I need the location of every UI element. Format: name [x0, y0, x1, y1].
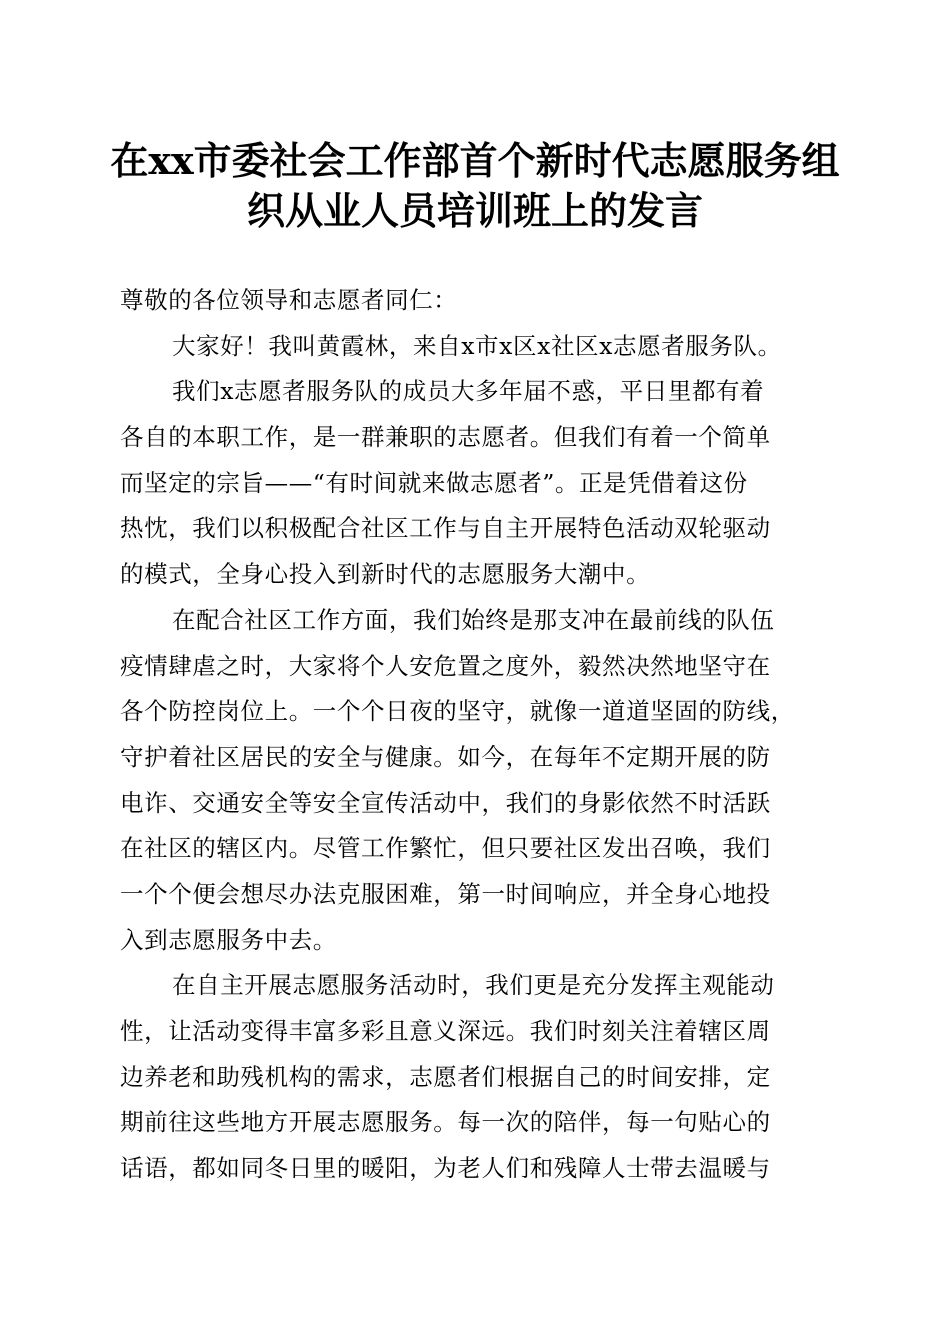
paragraph-2-line: 各自的本职工作，是一群兼职的志愿者。但我们有着一个简单	[120, 423, 771, 452]
paragraph-3-line: 一个个便会想尽办法克服困难，第一时间响应，并全身心地投	[120, 879, 771, 908]
paragraph-4-line: 期前往这些地方开展志愿服务。每一次的陪伴，每一句贴心的	[120, 1108, 771, 1137]
paragraph-2-line: 而坚定的宗旨——“有时间就来做志愿者”。正是凭借着这份	[120, 468, 748, 497]
paragraph-4-line: 性，让活动变得丰富多彩且意义深远。我们时刻关注着辖区周	[120, 1017, 771, 1045]
title-line-1: 在xx市委社会工作部首个新时代志愿服务组	[110, 138, 840, 183]
paragraph-2-line: 我们x志愿者服务队的成员大多年届不惑，平日里都有着	[172, 377, 765, 406]
paragraph-4-line: 话语，都如同冬日里的暖阳，为老人们和残障人士带去温暖与	[120, 1154, 771, 1183]
paragraph-2-line: 热忱，我们以积极配合社区工作与自主开展特色活动双轮驱动	[120, 514, 771, 543]
paragraph-3-line: 守护着社区居民的安全与健康。如今，在每年不定期开展的防	[120, 742, 771, 771]
document-body	[120, 278, 830, 1192]
paragraph-2-line: 的模式，全身心投入到新时代的志愿服务大潮中。	[120, 560, 651, 589]
paragraph-3-line: 疫情肆虐之时，大家将个人安危置之度外，毅然决然地坚守在	[120, 651, 771, 680]
salutation: 尊敬的各位领导和志愿者同仁：	[120, 286, 458, 314]
paragraph-3-line: 在配合社区工作方面，我们始终是那支冲在最前线的队伍	[172, 605, 775, 634]
paragraph-3-line: 电诈、交通安全等安全宣传活动中，我们的身影依然不时活跃	[120, 788, 771, 817]
title-line-2: 织从业人员培训班上的发言	[246, 188, 703, 233]
paragraph-4-line: 在自主开展志愿服务活动时，我们更是充分发挥主观能动	[172, 971, 775, 1000]
paragraph-4-line: 边养老和助残机构的需求，志愿者们根据自己的时间安排，定	[120, 1062, 771, 1091]
document-title	[100, 136, 850, 236]
paragraph-1-line: 大家好！我叫黄霞林，来自x市x区x社区x志愿者服务队。	[172, 331, 782, 360]
paragraph-3-line: 各个防控岗位上。一个个日夜的坚守，就像一道道坚固的防线，	[120, 697, 795, 726]
paragraph-3-line: 在社区的辖区内。尽管工作繁忙，但只要社区发出召唤，我们	[120, 834, 771, 863]
paragraph-3-line: 入到志愿服务中去。	[120, 925, 337, 954]
